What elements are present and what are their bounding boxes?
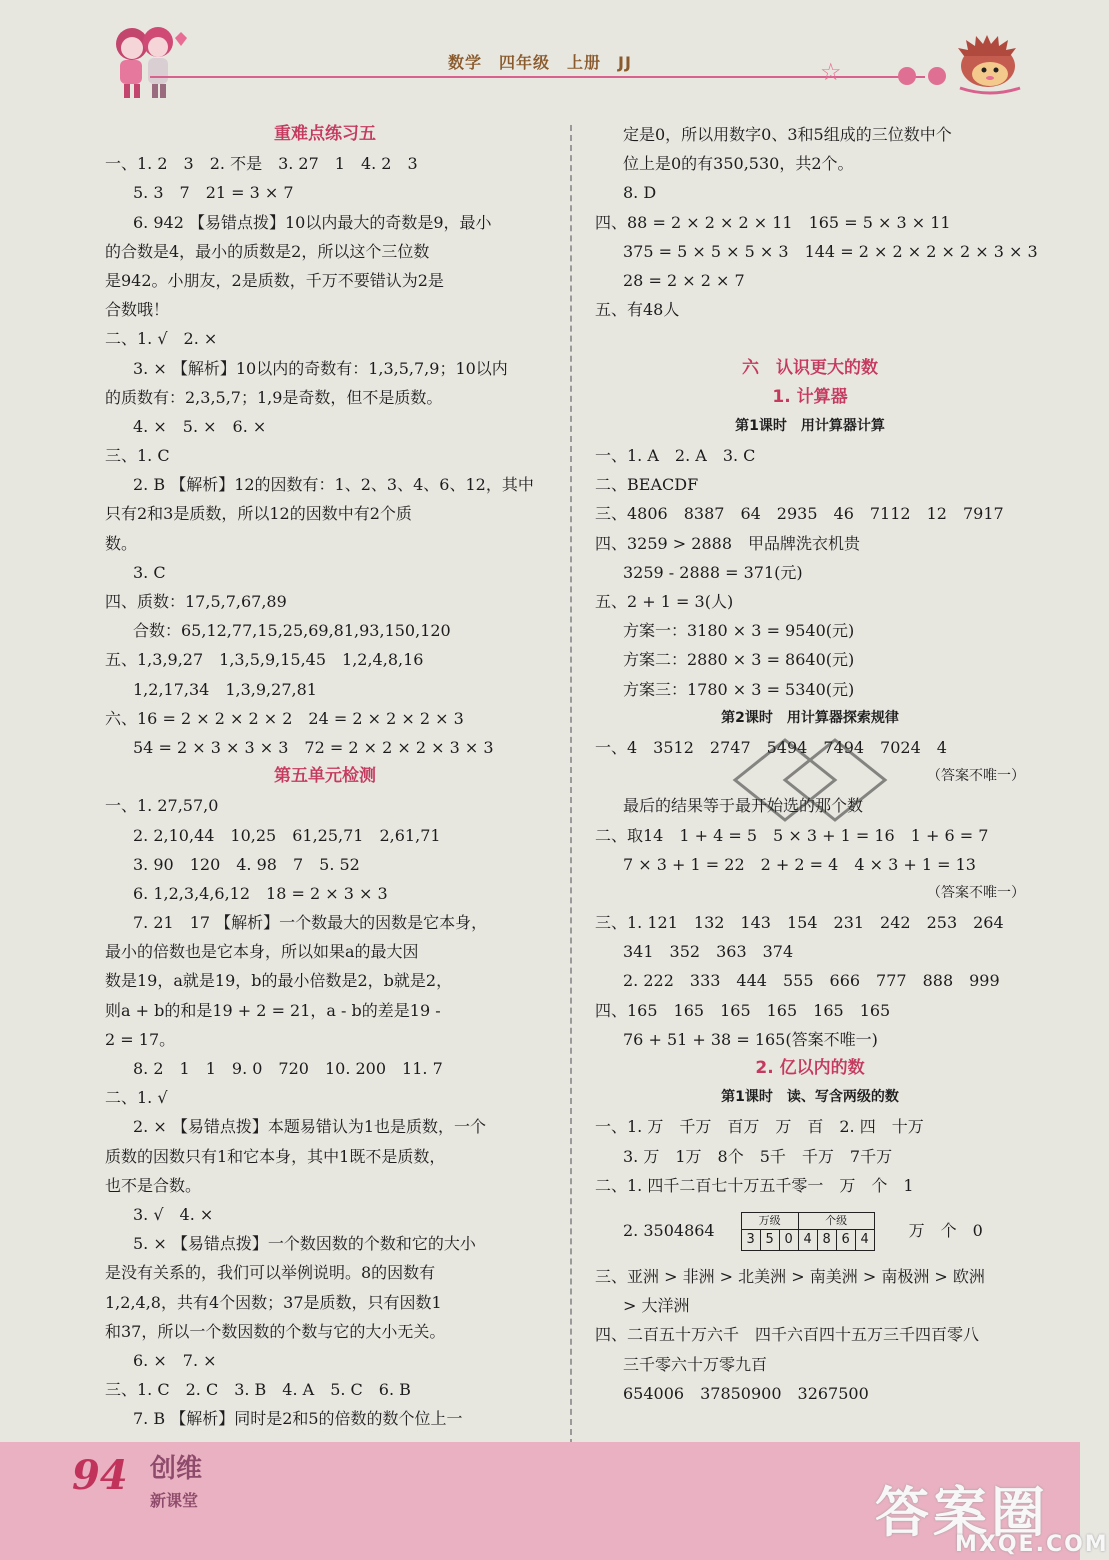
section-heading: 2. 亿以内的数: [755, 1058, 865, 1078]
answer-line: 的合数是4，最小的质数是2，所以这个三位数: [105, 241, 430, 261]
watermark-url: MXQE.COM: [955, 1532, 1109, 1557]
answer-line: 6. × 7. ×: [133, 1350, 217, 1370]
answer-line: 四、质数：17,5,7,67,89: [105, 592, 287, 611]
page-number: 94: [72, 1452, 128, 1499]
answer-number: 2. 3504864: [623, 1220, 715, 1240]
answer-line: 四、3259 > 2888 甲品牌洗衣机贵: [595, 533, 861, 553]
answer-line: 3259 - 2888 = 371(元): [623, 562, 803, 582]
section-heading: 第五单元检测: [274, 766, 376, 787]
answer-line: 341 352 363 374: [623, 942, 794, 962]
answer-line: 三、1. C 2. C 3. B 4. A 5. C 6. B: [105, 1380, 411, 1400]
answer-line: 8. 2 1 1 9. 0 720 10. 200 11. 7: [133, 1059, 443, 1078]
header-rule: [150, 76, 925, 78]
section-heading: 重难点练习五: [274, 124, 376, 144]
answer-line: 方案一：3180 × 3 = 9540(元): [623, 621, 855, 641]
page-header: [0, 0, 1080, 110]
answer-line: 只有2和3是质数，所以12的因数中有2个质: [105, 504, 412, 524]
answer-line: 2. 2,10,44 10,25 61,25,71 2,61,71: [133, 825, 441, 845]
answer-line: 质数的因数只有1和它本身，其中1既不是质数，: [105, 1146, 446, 1166]
spacer: [595, 324, 1025, 353]
place-value-table: [741, 1212, 875, 1251]
answer-line: 一、1. 27,57,0: [105, 796, 219, 816]
table-cell: 3: [741, 1229, 760, 1250]
table-cell: 4: [798, 1229, 817, 1250]
table-cell: 0: [779, 1229, 798, 1250]
answer-line: 6. 942 【易错点拨】10以内最大的奇数是9，最小: [133, 212, 492, 232]
place-value-answer: [595, 1200, 1025, 1262]
answer-line: 是942。小朋友，2是质数，千万不要错认为2是: [105, 270, 444, 290]
answer-line: 位上是0的有350,530，共2个。: [623, 154, 854, 174]
answer-line: 一、4 3512 2747 5494 7494 7024 4: [595, 737, 947, 757]
answer-line: 3. 90 120 4. 98 7 5. 52: [133, 854, 360, 874]
answer-line: 二、1. √ 2. ×: [105, 329, 218, 349]
answer-line: 最后的结果等于最开始选的那个数: [623, 796, 864, 816]
answer-line: 则a + b的和是19 + 2 = 21，a - b的差是19 -: [105, 1000, 441, 1020]
answer-line: 一、1. 2 3 2. 不是 3. 27 1 4. 2 3: [105, 154, 418, 174]
answer-line: 三、1. C: [105, 446, 170, 466]
answer-line: 五、2 + 1 = 3(人): [595, 592, 734, 611]
answer-line: 三、亚洲 > 非洲 > 北美洲 > 南美洲 > 南极洲 > 欧洲: [595, 1266, 985, 1286]
answer-line: 二、取14 1 + 4 = 5 5 × 3 + 1 = 16 1 + 6 = 7: [595, 825, 989, 845]
answer-line: 2 = 17。: [105, 1029, 176, 1049]
answer-line: 3. 万 1万 8个 5千 千万 7千万: [623, 1146, 893, 1166]
answer-tail: 万 个 0: [908, 1220, 983, 1240]
section-heading: 1. 计算器: [772, 386, 848, 407]
brand-logo-sub: 新课堂: [150, 1491, 199, 1510]
answer-line: 二、BEACDF: [595, 475, 699, 495]
answer-note: （答案不唯一）: [927, 768, 1025, 785]
lesson-heading: 第2课时 用计算器探索规律: [721, 709, 899, 726]
answer-line: 28 = 2 × 2 × 7: [623, 270, 745, 290]
watermark-logo: 答案圈: [875, 1481, 1049, 1544]
answer-line: 四、二百五十万六千 四千六百四十五万三千四百零八: [595, 1325, 980, 1345]
answer-line: 2. 222 333 444 555 666 777 888 999: [623, 971, 1000, 991]
answer-line: 3. C: [133, 562, 166, 582]
answer-line: 5. × 【易错点拨】一个数因数的个数和它的大小: [133, 1234, 476, 1254]
answer-line: 三千零六十万零九百: [623, 1354, 768, 1374]
brand-logo-main: 创维: [150, 1454, 203, 1484]
answer-line: > 大洋洲: [623, 1296, 690, 1316]
answer-line: 二、1. √: [105, 1088, 168, 1108]
answer-line: 二、1. 四千二百七十万五千零一 万 个 1: [595, 1175, 914, 1195]
answer-line: 五、有48人: [595, 300, 680, 320]
answer-line: 54 = 2 × 3 × 3 × 3 72 = 2 × 2 × 2 × 3 × 3: [133, 737, 494, 757]
answer-line: 2. × 【易错点拨】本题易错认为1也是质数，一个: [133, 1117, 487, 1137]
answer-line: 六、16 = 2 × 2 × 2 × 2 24 = 2 × 2 × 2 × 3: [105, 708, 464, 728]
answer-line: 3. √ 4. ×: [133, 1204, 214, 1224]
answer-line: 6. 1,2,3,4,6,12 18 = 2 × 3 × 3: [133, 883, 388, 903]
answer-line: 7. B 【解析】同时是2和5的倍数的数个位上一: [133, 1409, 463, 1429]
answer-line: 375 = 5 × 5 × 5 × 3 144 = 2 × 2 × 2 × 2 × 3 × 3: [623, 241, 1038, 261]
answer-line: 的质数有：2,3,5,7；1,9是奇数，但不是质数。: [105, 387, 443, 407]
stamp-mark-icon: [715, 720, 905, 850]
answer-line: 方案三：1780 × 3 = 5340(元): [623, 679, 855, 699]
header-title: 数学 四年级 上册 JJ: [448, 53, 632, 72]
answer-line: 合数：65,12,77,15,25,69,81,93,150,120: [133, 621, 451, 641]
dot-icon: [898, 67, 916, 85]
answer-line: 三、1. 121 132 143 154 231 242 253 264: [595, 913, 1004, 933]
answer-line: 是没有关系的，我们可以举例说明。8的因数有: [105, 1263, 436, 1283]
answer-note: （答案不唯一）: [927, 884, 1025, 901]
dot-icon: [928, 67, 946, 85]
answer-line: 1,2,4,8，共有4个因数；37是质数，只有因数1: [105, 1292, 442, 1312]
answer-line: 定是0，所以用数字0、3和5组成的三位数中个: [623, 125, 952, 144]
answer-line: 一、1. A 2. A 3. C: [595, 446, 756, 466]
answer-line: 2. B 【解析】12的因数有：1、2、3、4、6、12，其中: [133, 475, 534, 495]
table-cell: 8: [817, 1229, 836, 1250]
left-column: [105, 120, 545, 1433]
answer-line: 和37，所以一个数因数的个数与它的大小无关。: [105, 1321, 446, 1341]
answer-line: 三、4806 8387 64 2935 46 7112 12 7917: [595, 504, 1004, 524]
lesson-heading: 第1课时 用计算器计算: [735, 417, 885, 434]
hedgehog-mascot-icon: [952, 30, 1027, 95]
answer-line: 7. 21 17 【解析】一个数最大的因数是它本身，: [133, 913, 488, 933]
answer-line: 8. D: [623, 183, 657, 203]
answer-line: 四、165 165 165 165 165 165: [595, 1000, 891, 1020]
answer-line: 一、1. 万 千万 百万 万 百 2. 四 十万: [595, 1117, 924, 1137]
answer-line: 4. × 5. × 6. ×: [133, 416, 267, 436]
star-icon: ☆: [820, 58, 842, 86]
table-cell: 4: [855, 1229, 874, 1250]
answer-line: 方案二：2880 × 3 = 8640(元): [623, 650, 855, 670]
lesson-heading: 第1课时 读、写含两级的数: [721, 1089, 899, 1106]
answer-line: 数。: [105, 533, 138, 553]
answer-line: 四、88 = 2 × 2 × 2 × 11 165 = 5 × 3 × 11: [595, 212, 951, 232]
answer-line: 数是19，a就是19，b的最小倍数是2，b就是2，: [105, 971, 453, 991]
table-cell: 6: [836, 1229, 855, 1250]
section-heading: 六 认识更大的数: [742, 357, 878, 378]
answer-line: 五、1,3,9,27 1,3,5,9,15,45 1,2,4,8,16: [105, 650, 424, 670]
answer-line: 最小的倍数也是它本身，所以如果a的最大因: [105, 942, 419, 962]
answer-line: 也不是合数。: [105, 1175, 202, 1195]
answer-line: 合数哦！: [105, 300, 170, 320]
answer-line: 7 × 3 + 1 = 22 2 + 2 = 4 4 × 3 + 1 = 13: [623, 854, 976, 874]
answer-line: 1,2,17,34 1,3,9,27,81: [133, 679, 317, 699]
answer-line: 76 + 51 + 38 = 165(答案不唯一): [623, 1029, 878, 1049]
column-divider: [570, 125, 572, 1445]
table-header: 个级: [798, 1212, 874, 1229]
answer-line: 3. × 【解析】10以内的奇数有：1,3,5,7,9；10以内: [133, 358, 508, 378]
table-header: 万级: [741, 1212, 798, 1229]
answer-line: 654006 37850900 3267500: [623, 1383, 869, 1403]
answer-line: 5. 3 7 21 = 3 × 7: [133, 183, 294, 203]
table-cell: 5: [760, 1229, 779, 1250]
